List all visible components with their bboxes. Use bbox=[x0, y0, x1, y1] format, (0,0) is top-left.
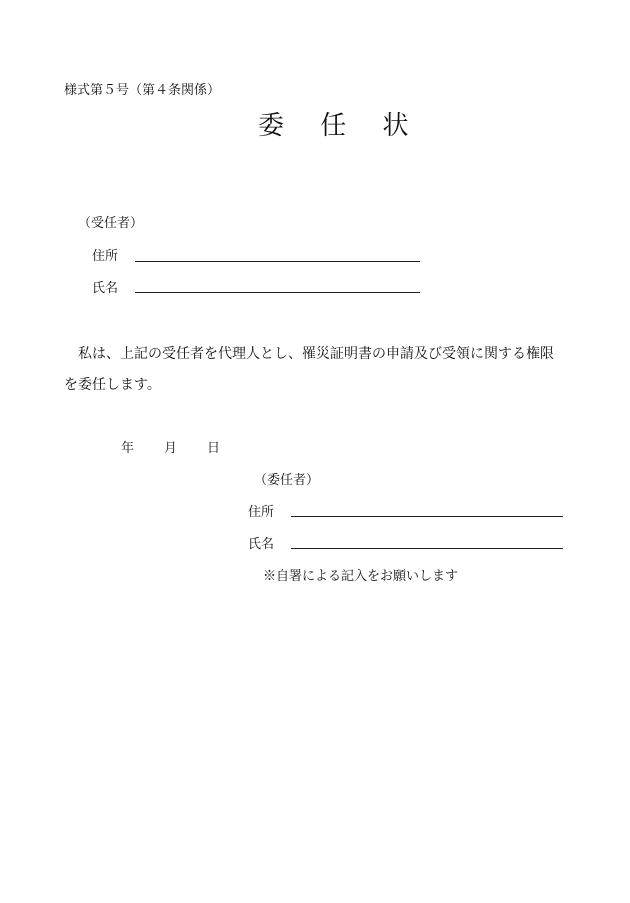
principal-heading: （委任者） bbox=[254, 473, 320, 488]
agent-heading: （受任者） bbox=[78, 216, 144, 231]
date-month-label: 月 bbox=[164, 441, 178, 456]
agent-address-label: 住所 bbox=[92, 249, 119, 264]
agent-name-label: 氏名 bbox=[92, 281, 119, 296]
principal-name-label: 氏名 bbox=[248, 537, 275, 552]
date-day-label: 日 bbox=[207, 441, 221, 456]
statement-line-2: を委任します。 bbox=[64, 377, 161, 393]
form-number: 様式第５号（第４条関係） bbox=[64, 83, 221, 98]
principal-name-line[interactable] bbox=[291, 548, 563, 549]
statement-line-1: 私は、上記の受任者を代理人とし、罹災証明書の申請及び受領に関する権限 bbox=[78, 346, 554, 362]
signature-note: ※自署による記入をお願いします bbox=[263, 569, 459, 584]
agent-address-line[interactable] bbox=[135, 261, 420, 262]
date-year-label: 年 bbox=[121, 441, 135, 456]
principal-address-line[interactable] bbox=[291, 516, 563, 517]
principal-address-label: 住所 bbox=[248, 505, 275, 520]
document-title: 委 任 状 bbox=[258, 111, 423, 141]
agent-name-line[interactable] bbox=[135, 292, 420, 293]
